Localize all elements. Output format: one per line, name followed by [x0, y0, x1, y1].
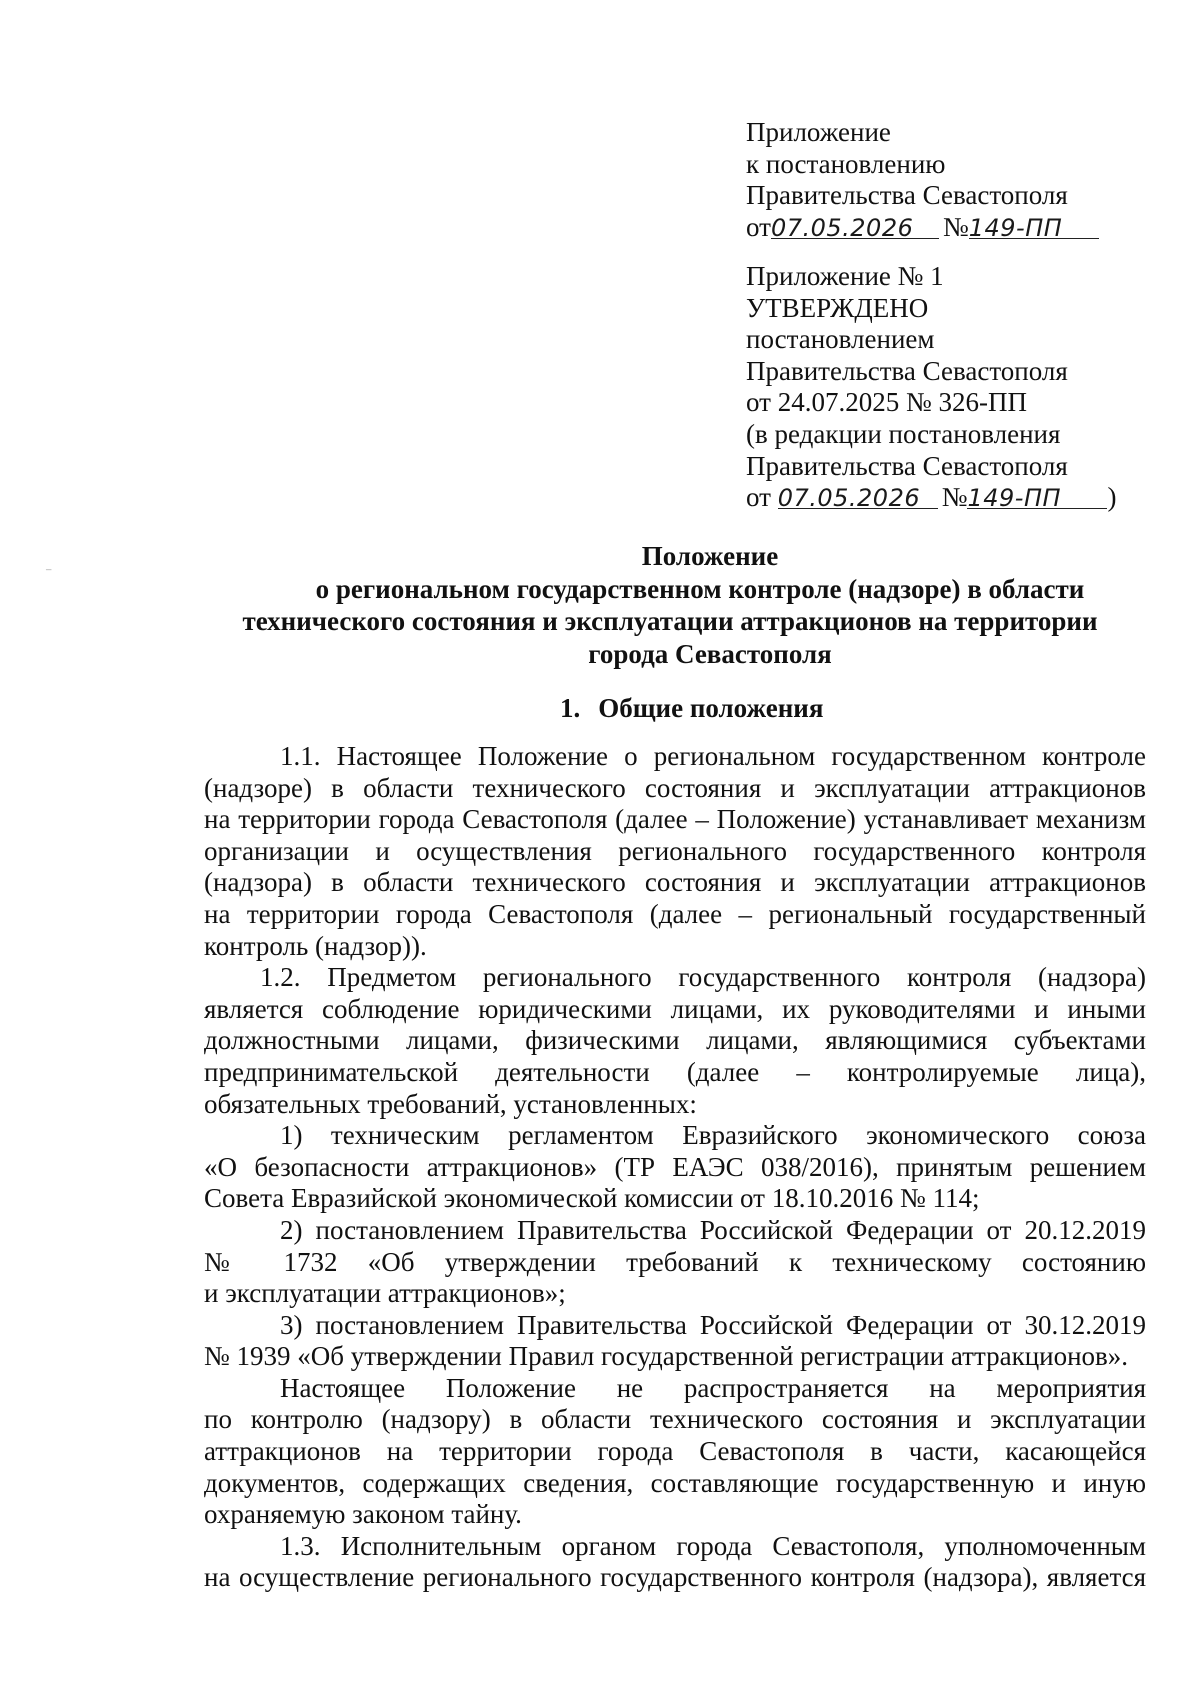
document-body — [204, 741, 1146, 1594]
paragraph-line: является соблюдение юридическими лицами, их руководителями и иными — [204, 993, 1146, 1024]
paragraph-line: документов, содержащих сведения, составляющие государственную и иную — [204, 1467, 1146, 1498]
title-line: города Севастополя — [588, 638, 832, 669]
paragraph-line: на территории города Севастополя (далее – региональный государственный — [204, 898, 1146, 929]
number-sign: № — [941, 482, 968, 513]
paragraph-line: 2) постановлением Правительства Российской Федерации от 20.12.2019 — [280, 1214, 1146, 1245]
paragraph-line: № 1939 «Об утверждении Правил государственной регистрации аттракционов». — [204, 1341, 1129, 1372]
paragraph-line: Совета Евразийской экономической комиссии от 18.10.2016 № 114; — [204, 1183, 980, 1214]
section-title: Общие положения — [598, 693, 824, 723]
paragraph-line: 1.2. Предметом регионального государственного контроля (надзора) — [260, 962, 1146, 993]
paragraph-line: № 1732 «Об утверждении требований к техническому состоянию — [204, 1246, 1146, 1277]
paragraph-line: должностными лицами, физическими лицами, являющимися субъектами — [204, 1025, 1146, 1056]
paragraph-line: 1) техническим регламентом Евразийского экономического союза — [280, 1120, 1146, 1151]
paragraph-line: и эксплуатации аттракционов»; — [204, 1278, 566, 1309]
paragraph-line: организации и осуществления регионального государственного контроля — [204, 835, 1146, 866]
stamp-line: Приложение — [746, 117, 891, 147]
paragraph-line: по контролю (надзору) в области технического состояния и эксплуатации — [204, 1404, 1146, 1435]
document-title — [190, 540, 1150, 670]
stamp-date-line — [746, 482, 1166, 514]
handwritten-number: 149-ПП — [967, 484, 1062, 513]
stamp-line: постановлением — [746, 324, 935, 355]
stamp-line: Правительства Севастополя — [746, 355, 1068, 386]
section-number: 1. — [560, 693, 581, 723]
paragraph-line: охраняемую законом тайну. — [204, 1499, 522, 1530]
paragraph-line: обязательных требований, установленных: — [204, 1088, 697, 1119]
stamp-line: УТВЕРЖДЕНО — [746, 292, 929, 323]
stamp-line: Правительства Севастополя — [746, 450, 1068, 481]
title-line: технического состояния и эксплуатации аттракционов на территории — [242, 606, 1098, 636]
date-fill-field — [777, 482, 938, 513]
stamp-line: Приложение № 1 — [746, 261, 944, 291]
paragraph-line: (надзоре) в области технического состояния и эксплуатации аттракционов — [204, 772, 1146, 803]
number-fill-field — [967, 482, 1107, 513]
title-line: о региональном государственном контроле (надзоре) в области — [315, 573, 1085, 604]
paragraph-line: «О безопасности аттракционов» (ТР ЕАЭС 038/2016), принятым решением — [204, 1151, 1146, 1182]
paragraph-line: 3) постановлением Правительства Российской Федерации от 30.12.2019 — [280, 1309, 1146, 1340]
paragraph-line: предпринимательской деятельности (далее – контролируемые лица), — [204, 1056, 1146, 1087]
appendix-stamp — [746, 117, 1166, 243]
from-prefix: от — [746, 482, 771, 513]
paragraph-line: на осуществление регионального государственного контроля (надзора), является — [204, 1562, 1146, 1593]
title-line: Положение — [641, 541, 779, 571]
approval-stamp — [746, 261, 1166, 514]
handwritten-date: 07.05.2026 — [770, 213, 914, 242]
number-fill-field — [968, 212, 1099, 242]
stamp-date-line — [746, 212, 1166, 244]
date-fill-field — [770, 212, 939, 242]
margin-mark: — — [46, 565, 52, 575]
from-prefix: от — [746, 211, 771, 242]
stamp-line: от 24.07.2025 № 326-ПП — [746, 387, 1027, 418]
section-heading — [560, 692, 823, 724]
paragraph-line: Настоящее Положение не распространяется на мероприятия — [280, 1372, 1146, 1403]
paragraph-line: на территории города Севастополя (далее – Положение) устанавливает механизм — [204, 804, 1146, 835]
handwritten-number: 149-ПП — [968, 213, 1063, 242]
closing-bracket: ) — [1107, 482, 1117, 513]
paragraph-line: 1.3. Исполнительным органом города Севастополя, уполномоченным — [280, 1530, 1146, 1561]
paragraph-line: 1.1. Настоящее Положение о региональном государственном контроле — [280, 741, 1146, 771]
paragraph-line: аттракционов на территории города Севастополя в части, касающейся — [204, 1436, 1146, 1467]
stamp-line: Правительства Севастополя — [746, 180, 1068, 211]
handwritten-date: 07.05.2026 — [777, 484, 921, 513]
number-sign: № — [942, 211, 969, 242]
stamp-line: (в редакции постановления — [746, 418, 1061, 449]
paragraph-line: контроль (надзор)). — [204, 930, 427, 961]
stamp-line: к постановлению — [746, 148, 946, 179]
paragraph-line: (надзора) в области технического состояния и эксплуатации аттракционов — [204, 867, 1146, 898]
